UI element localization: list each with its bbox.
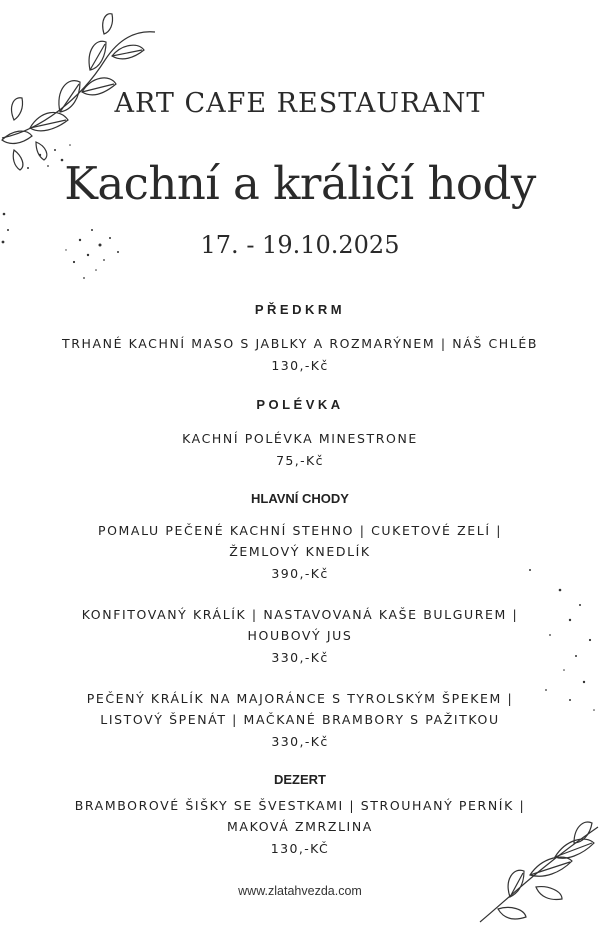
menu-item-text: POMALU PEČENÉ KACHNÍ STEHNO | CUKETOVÉ ZELÍ | — [97, 523, 503, 538]
menu-item-main-2 — [0, 604, 600, 646]
website-link[interactable]: www.zlatahvezda.com — [238, 884, 362, 898]
menu-item-price: 390,-Kč — [271, 566, 329, 581]
menu-item-text: TRHANÉ KACHNÍ MASO S JABLKY A ROZMARÝNEM | NÁŠ CHLÉB — [61, 336, 539, 351]
menu-item-price: 75,-Kč — [276, 453, 324, 468]
menu-item-starter-1 — [0, 333, 600, 354]
menu-item-price: 330,-Kč — [271, 650, 329, 665]
menu-item-dessert-1 — [0, 795, 600, 837]
menu-item-text: HOUBOVÝ JUS — [247, 628, 353, 643]
section-heading-mains: HLAVNÍ CHODY — [251, 491, 349, 506]
menu-item-main-1 — [0, 520, 600, 562]
menu-item-price: 130,-KČ — [270, 841, 330, 856]
menu-item-text: KONFITOVANÝ KRÁLÍK | NASTAVOVANÁ KAŠE BULGUREM | — [81, 607, 519, 622]
section-heading-soup: POLÉVKA — [256, 397, 344, 412]
menu-item-soup-1 — [0, 428, 600, 449]
menu-item-text: ŽEMLOVÝ KNEDLÍK — [229, 544, 371, 559]
menu-item-text: LISTOVÝ ŠPENÁT | MAČKANÉ BRAMBORY S PAŽITKOU — [100, 712, 500, 727]
menu-item-text: KACHNÍ POLÉVKA MINESTRONE — [182, 431, 418, 446]
event-title: Kachní a králičí hody — [64, 157, 536, 210]
section-heading-starter: PŘEDKRM — [254, 302, 346, 317]
menu-item-price: 330,-Kč — [271, 734, 329, 749]
menu-item-text: BRAMBOROVÉ ŠIŠKY SE ŠVESTKAMI | STROUHANÝ PERNÍK | — [74, 798, 526, 813]
section-heading-dessert: DEZERT — [274, 772, 326, 787]
menu-item-price: 130,-Kč — [271, 358, 329, 373]
event-date: 17. - 19.10.2025 — [200, 231, 400, 259]
menu-item-text: PEČENÝ KRÁLÍK NA MAJORÁNCE S TYROLSKÝM ŠPEKEM | — [86, 691, 514, 706]
restaurant-name: ART CAFE RESTAURANT — [114, 88, 486, 119]
menu-item-main-3 — [0, 688, 600, 730]
menu-item-text: MAKOVÁ ZMRZLINA — [227, 819, 373, 834]
